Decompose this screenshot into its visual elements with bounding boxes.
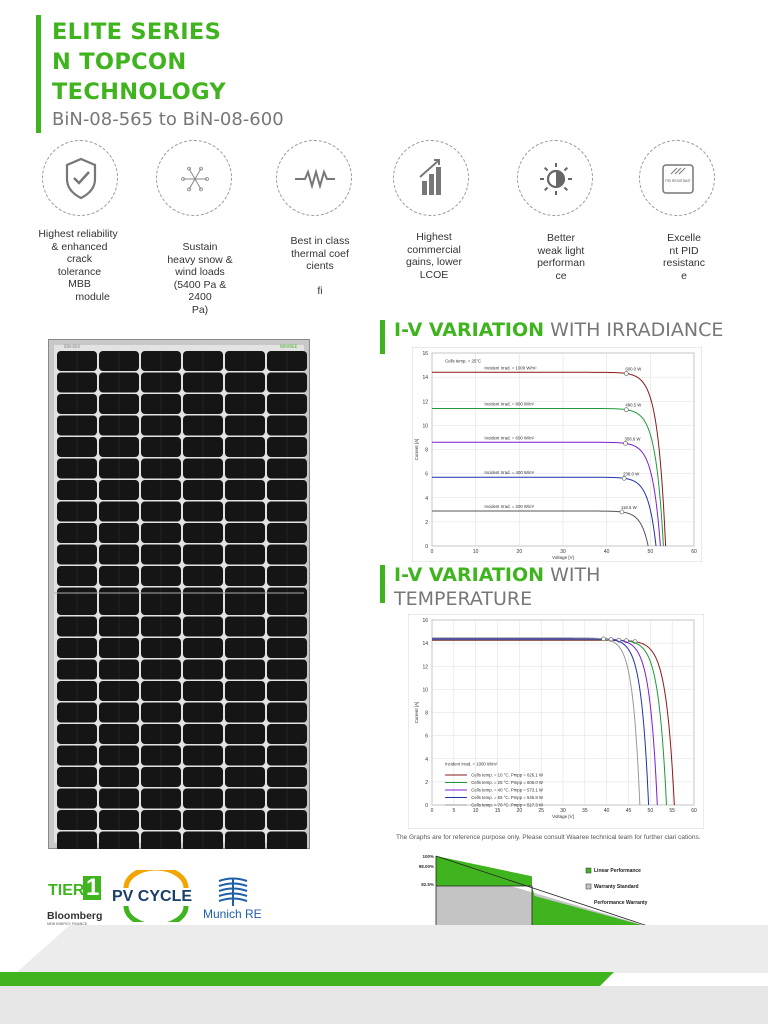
y-tick-label: 8	[425, 710, 428, 717]
iv-irradiance-heading: I-V VARIATION WITH IRRADIANCE	[394, 319, 724, 341]
y-tick-label: 12	[422, 399, 428, 406]
feature-6-circle	[639, 140, 715, 216]
y-tick-label: 14	[422, 641, 428, 648]
feature-5-text: Better weak light performan ce	[537, 232, 585, 282]
mpp-point	[624, 372, 628, 376]
section-accent-bar	[380, 320, 385, 354]
chart-annotation: Incident Irrad. = 1000 W/m²	[445, 761, 498, 767]
x-tick-label: 10	[472, 549, 479, 555]
feature-2-circle	[156, 140, 232, 216]
iv-temperature-heading: I-V VARIATION WITH TEMPERATURE	[394, 564, 601, 610]
y-tick-label: 16	[422, 618, 428, 624]
y-tick-label: 8	[425, 447, 428, 454]
legend-entry: Cells temp. = 25 °C. Pmpp = 606.0 W	[471, 780, 544, 786]
y-tick-label: 2	[425, 779, 428, 786]
mpp-label: 600.0 W	[625, 366, 642, 372]
series-label: Incident Irrad. = 1000 W/m²	[484, 365, 537, 371]
resistor-icon	[277, 141, 353, 217]
feature-4-text: Highest commercial gains, lower LCOE	[405, 231, 463, 281]
feature-6-text: Excelle nt PID resistanc e	[662, 232, 705, 282]
feature-1-circle	[42, 140, 118, 216]
munich-re-logo: Munich RE	[203, 876, 267, 924]
y-tick-label: 10	[422, 687, 428, 694]
iv-irradiance-svg	[412, 347, 702, 562]
iv-temperature-chart	[408, 614, 704, 829]
mpp-point	[620, 510, 624, 514]
x-tick-label: 20	[516, 549, 523, 555]
feature-3-text: Best in class thermal coef cients fi	[290, 235, 350, 297]
x-tick-label: 35	[582, 808, 588, 814]
section-accent-bar-2	[380, 565, 385, 603]
x-tick-label: 15	[494, 808, 501, 814]
warranty-legend-swatch	[586, 868, 591, 873]
solar-panel-graphic	[48, 339, 310, 849]
y-tick-label: 0	[425, 544, 428, 550]
feature-1-text: Highest reliability & enhanced crack tolerance MBB module	[38, 228, 118, 303]
pv-cycle-logo: PV CYCLE	[112, 870, 200, 922]
warranty-y-label: 98.00%	[418, 864, 434, 869]
feature-4-circle	[393, 140, 469, 216]
panel-brand-mark: WAAREE	[280, 344, 298, 349]
x-tick-label: 55	[669, 808, 675, 814]
x-tick-label: 50	[647, 549, 654, 555]
x-tick-label: 60	[691, 808, 697, 814]
warranty-y-label: 82.5%	[421, 882, 434, 887]
bar-chart-icon	[394, 141, 470, 217]
x-tick-label: 45	[625, 808, 632, 814]
x-tick-label: 0	[430, 808, 434, 814]
pid-badge-text: PID RESISTANT	[665, 179, 691, 183]
y-axis-label: Current [A]	[414, 701, 419, 724]
feature-2-text: Sustain heavy snow & wind loads (5400 Pa & 2400 Pa)	[167, 241, 233, 316]
y-tick-label: 16	[422, 351, 428, 357]
y-tick-label: 0	[425, 803, 428, 809]
x-tick-label: 30	[560, 549, 566, 555]
x-tick-label: 0	[430, 549, 434, 555]
y-tick-label: 14	[422, 375, 428, 382]
solar-panel-image	[48, 339, 310, 849]
x-axis-label: Voltage [V]	[552, 814, 574, 819]
warranty-legend-entry: Warranty Standard	[594, 884, 639, 890]
y-tick-label: 12	[422, 664, 428, 671]
feature-3-circle	[276, 140, 352, 216]
pid-resistant-icon	[640, 141, 716, 217]
x-tick-label: 40	[603, 549, 610, 555]
x-tick-label: 30	[560, 808, 566, 814]
legend-entry: Cells temp. = 10 °C. Pmpp = 626.1 W	[471, 772, 544, 778]
mpp-point	[623, 441, 627, 445]
sun-icon	[518, 141, 594, 217]
warranty-legend-entry: Performance Warranty	[594, 900, 648, 906]
mpp-point	[624, 408, 628, 412]
x-axis-label: Voltage [V]	[552, 555, 574, 560]
warranty-y-label: 100%	[422, 854, 434, 859]
warranty-legend-swatch	[586, 884, 591, 889]
reference-footnote: The Graphs are for reference purpose only. Please consult Waaree technical team for further clari cations.	[396, 834, 701, 841]
y-tick-label: 6	[425, 733, 428, 740]
mpp-point	[622, 476, 626, 480]
snowflake-icon	[157, 141, 233, 217]
warranty-legend-entry: Linear Performance	[594, 868, 641, 874]
feature-5-circle	[517, 140, 593, 216]
iv-irradiance-chart	[412, 347, 702, 562]
tier1-logo: TIER 1 Bloomberg NEW ENERGY FINANCE	[47, 874, 103, 926]
x-tick-label: 25	[538, 808, 544, 814]
model-range: BiN-08-565 to BiN-08-600	[52, 109, 284, 130]
x-tick-label: 5	[452, 808, 456, 814]
legend-entry: Cells temp. = 70 °C. Pmpp = 517.3 W	[471, 802, 544, 808]
y-tick-label: 6	[425, 471, 428, 478]
y-tick-label: 4	[425, 756, 428, 763]
mpp-point	[602, 637, 606, 641]
chart-annotation: Cells temp. = 25°C	[445, 358, 482, 364]
x-tick-label: 10	[472, 808, 479, 814]
header-accent-bar	[36, 15, 41, 133]
series-label: Incident Irrad. = 800 W/m²	[484, 401, 535, 407]
y-axis-label: Current [A]	[414, 438, 419, 461]
y-tick-label: 10	[422, 423, 428, 430]
mpp-label: 358.6 W	[624, 436, 641, 442]
shield-check-icon	[43, 141, 119, 217]
page-title: ELITE SERIES N TOPCON TECHNOLOGY	[52, 19, 226, 105]
series-label: Incident Irrad. = 400 W/m²	[484, 470, 535, 476]
panel-label: BIN-600	[64, 344, 80, 349]
x-tick-label: 50	[647, 808, 654, 814]
series-label: Incident Irrad. = 600 W/m²	[484, 435, 535, 441]
y-tick-label: 2	[425, 519, 428, 526]
mpp-label: 118.5 W	[620, 505, 637, 511]
munich-re-symbol-icon	[203, 876, 267, 908]
iv-temperature-svg	[408, 614, 704, 829]
y-tick-label: 4	[425, 495, 428, 502]
footer-decoration	[0, 915, 768, 1024]
series-label: Incident Irrad. = 200 W/m²	[484, 504, 535, 510]
mpp-label: 238.0 W	[623, 471, 640, 477]
x-tick-label: 60	[691, 549, 697, 555]
mpp-label: 480.5 W	[625, 402, 642, 408]
x-tick-label: 40	[603, 808, 610, 814]
legend-entry: Cells temp. = 55 °C. Pmpp = 545.8 W	[471, 795, 544, 801]
legend-entry: Cells temp. = 40 °C. Pmpp = 573.1 W	[471, 787, 544, 793]
x-tick-label: 20	[516, 808, 523, 814]
